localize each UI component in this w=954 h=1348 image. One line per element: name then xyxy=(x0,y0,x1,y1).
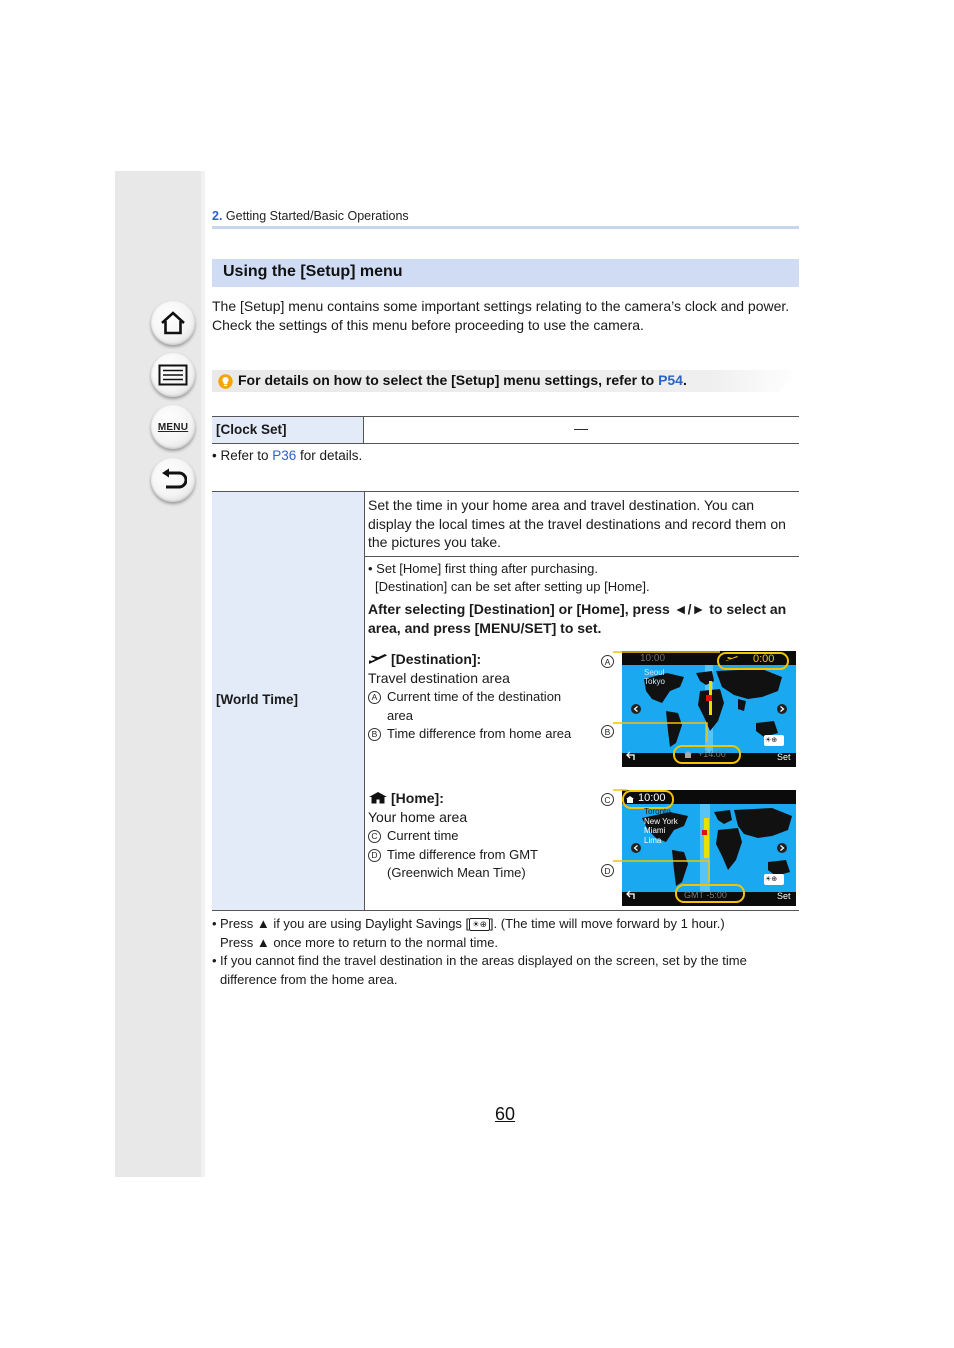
return-icon xyxy=(159,468,187,492)
marker-d: D xyxy=(368,849,381,862)
destination-block xyxy=(368,650,588,744)
home-item-c xyxy=(368,827,588,846)
screen2-city-1: Toronto xyxy=(644,807,671,816)
list-icon xyxy=(158,364,188,386)
page-number: 60 xyxy=(495,1104,516,1124)
intro-text xyxy=(212,297,802,334)
screen2-city-4: Lima xyxy=(644,836,662,845)
home-item-c-text: Current time xyxy=(387,828,459,843)
back-nav-button[interactable] xyxy=(151,458,195,502)
marker-a: A xyxy=(368,691,381,704)
world-time-setup-notes xyxy=(368,560,798,596)
tip-suffix: . xyxy=(682,372,687,388)
intro-line-1: The [Setup] menu contains some important settings relating to the camera’s clock and power. xyxy=(212,298,790,314)
screen2-home-time: 10:00 xyxy=(638,792,666,804)
screen2-set-label: Set xyxy=(777,891,791,901)
home-subtitle: Your home area xyxy=(368,809,468,825)
home-nav-button[interactable] xyxy=(151,301,195,345)
destination-title-text: [Destination]: xyxy=(391,651,482,667)
home-title-text: [Home]: xyxy=(391,790,444,806)
house-icon xyxy=(368,791,388,804)
daylight-savings-icon: ☀⊕ xyxy=(469,918,490,931)
callout-lines xyxy=(597,642,727,922)
airplane-icon xyxy=(368,653,388,665)
note-1-part-a: Press ▲ if you are using Daylight Savings [ xyxy=(220,916,470,931)
callout-d: D xyxy=(601,864,614,877)
sidebar-edge xyxy=(201,171,205,1177)
intro-line-2: Check the settings of this menu before proceeding to use the camera. xyxy=(212,316,644,333)
menu-nav-button[interactable] xyxy=(151,405,195,449)
home-title xyxy=(368,789,588,808)
world-time-divider xyxy=(365,556,799,557)
breadcrumb-chapter-title: Getting Started/Basic Operations xyxy=(222,209,409,223)
screen2-dst-button: ☀⊕ xyxy=(765,876,778,883)
clock-note-link-p36[interactable]: P36 xyxy=(272,448,297,463)
marker-b: B xyxy=(368,728,381,741)
screen1-set-label: Set xyxy=(777,752,791,762)
callout-b: B xyxy=(601,725,614,738)
breadcrumb-rule xyxy=(212,226,799,229)
note-1-part-b: ]. (The time will move forward by 1 hour.) xyxy=(489,916,725,931)
breadcrumb xyxy=(212,209,409,223)
screen1-home-time: 10:00 xyxy=(640,653,666,664)
screen2-city-3: Miami xyxy=(644,826,666,835)
world-time-label-cell xyxy=(212,492,365,910)
breadcrumb-chapter-number: 2. xyxy=(212,209,223,223)
world-time-notes xyxy=(212,915,802,989)
lightbulb-icon xyxy=(218,374,233,389)
world-time-label: [World Time] xyxy=(216,692,299,707)
marker-c: C xyxy=(368,830,381,843)
tip-body: For details on how to select the [Setup] menu settings, refer to xyxy=(238,372,659,388)
callout-c: C xyxy=(601,793,614,806)
screen1-time-difference: +14:00 xyxy=(698,749,726,759)
tip-text xyxy=(238,372,687,388)
destination-item-a-text: Current time of the destination area xyxy=(387,689,562,723)
contents-nav-button[interactable] xyxy=(151,353,195,397)
home-item-d-text: Time difference from GMT (Greenwich Mean Time) xyxy=(387,846,538,880)
screen1-dest-time: 0:00 xyxy=(753,653,775,665)
destination-subtitle: Travel destination area xyxy=(368,670,510,686)
clock-set-note xyxy=(212,448,362,463)
setup-note-1: • Set [Home] first thing after purchasing. xyxy=(368,561,598,576)
screen2-city-2: New York xyxy=(644,817,678,826)
setup-note-2: [Destination] can be set after setting up [Home]. xyxy=(375,579,650,594)
clock-set-row xyxy=(212,416,799,444)
note-daylight-savings xyxy=(212,915,802,952)
screen2-gmt-difference: GMT -5:00 xyxy=(684,890,727,900)
destination-title xyxy=(368,650,588,669)
world-time-description: Set the time in your home area and travel destination. You can display the local times at the travel destinations and record them on the pictures you take. xyxy=(368,497,786,550)
home-item-d xyxy=(368,846,588,883)
home-block xyxy=(368,789,588,883)
note-1-part-c: Press ▲ once more to return to the normal time. xyxy=(220,934,499,950)
world-time-instruction: After selecting [Destination] or [Home], press ◄/► to select an area, and press [MENU/SET] to set. xyxy=(368,601,787,636)
section-title: Using the [Setup] menu xyxy=(212,259,799,287)
world-time-table xyxy=(212,491,799,911)
tip-link-p54[interactable]: P54 xyxy=(658,372,683,388)
screen1-city-1: Seoul xyxy=(644,668,665,677)
clock-note-suffix: for details. xyxy=(296,448,363,463)
destination-item-a xyxy=(368,688,588,725)
note-time-difference: • If you cannot find the travel destination in the areas displayed on the screen, set by the time difference from the home area. xyxy=(212,952,802,989)
destination-item-b xyxy=(368,725,588,744)
home-icon xyxy=(159,310,187,336)
clock-set-value: — xyxy=(574,420,588,436)
screen1-dst-button: ☀⊕ xyxy=(765,737,778,744)
clock-note-prefix: • Refer to xyxy=(212,448,273,463)
clock-set-label: [Clock Set] xyxy=(212,417,364,443)
destination-item-b-text: Time difference from home area xyxy=(387,726,572,741)
menu-label: MENU xyxy=(157,421,189,433)
screen1-city-2: Tokyo xyxy=(644,677,665,686)
callout-a: A xyxy=(601,655,614,668)
